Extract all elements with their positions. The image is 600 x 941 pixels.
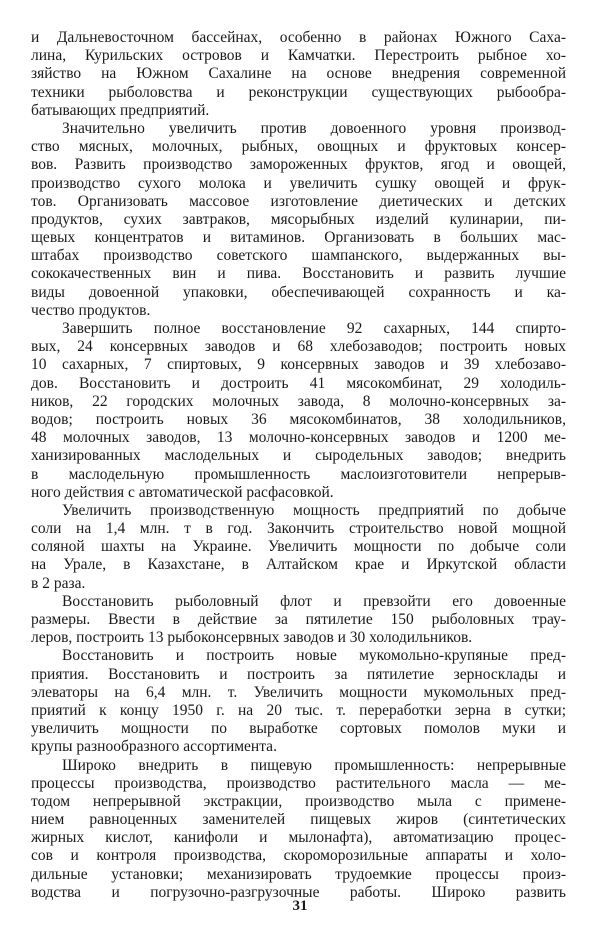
text-line: Восстановить рыболовный флот и превзойти его довоенные xyxy=(62,592,566,610)
paragraph xyxy=(31,29,566,120)
text-line: сов и контроля производства, скороморозильные аппараты и холо- xyxy=(31,847,566,865)
text-line: виды довоенной упаковки, обеспечивающей сохранность и ка- xyxy=(31,283,566,301)
text-line: зяйство на Южном Сахалине на основе внедрения современной xyxy=(31,65,566,83)
text-line: техники рыболовства и реконструкции существующих рыбообра- xyxy=(31,83,566,101)
text-line: ханизированных маслодельных и сыродельных заводов; внедрить xyxy=(31,447,566,465)
text-line: в 2 раза. xyxy=(31,574,86,592)
text-line: увеличить мощности по выработке сортовых помолов муки и xyxy=(31,720,566,738)
text-line: чество продуктов. xyxy=(31,301,151,319)
text-line: тодом непрерывной экстракции, производство мыла с примене- xyxy=(31,792,566,810)
text-line: Широко внедрить в пищевую промышленность: непрерывные xyxy=(62,756,566,774)
text-line: тов. Организовать массовое изготовление диетических и детских xyxy=(31,192,566,210)
text-line: водов; построить новых 36 мясокомбинатов, 38 холодильников, xyxy=(31,410,566,428)
page-body xyxy=(31,29,566,902)
paragraph xyxy=(31,120,566,320)
paragraph xyxy=(31,502,566,593)
text-line: ников, 22 городских молочных завода, 8 молочно-консервных за- xyxy=(31,392,566,410)
text-line: производство сухого молока и увеличить сушку овощей и фрук- xyxy=(31,174,566,192)
text-line: дильные установки; механизировать трудоемкие процессы произ- xyxy=(31,865,566,883)
text-line: дов. Восстановить и достроить 41 мясокомбинат, 29 холодиль- xyxy=(31,374,566,392)
text-line: приятия. Восстановить и построить за пятилетие зерносклады и xyxy=(31,665,566,683)
text-line: Увеличить производственную мощность предприятий по добыче xyxy=(62,501,566,519)
text-line: приятий к концу 1950 г. на 20 тыс. т. переработки зерна в сутки; xyxy=(31,701,566,719)
text-line: Завершить полное восстановление 92 сахарных, 144 спирто- xyxy=(62,320,566,337)
text-line: вых, 24 консервных заводов и 68 хлебозаводов; построить новых xyxy=(31,338,566,356)
text-line: штабах производство советского шампанского, выдержанных вы- xyxy=(31,247,566,265)
paragraph xyxy=(31,647,566,756)
text-line: щевых концентратов и витаминов. Организовать в больших мас- xyxy=(31,229,566,247)
text-line: в маслодельную промышленность маслоизготовители непрерыв- xyxy=(31,465,566,483)
text-line: элеваторы на 6,4 млн. т. Увеличить мощности мукомольных пред- xyxy=(31,683,566,701)
paragraph xyxy=(31,757,566,903)
text-line: Значительно увеличить против довоенного уровня производ- xyxy=(62,119,566,137)
text-line: ство мясных, молочных, рыбных, овощных и фруктовых консер- xyxy=(31,138,566,156)
text-line: 10 сахарных, 7 спиртовых, 9 консервных заводов и 39 хлебозаво- xyxy=(31,356,566,374)
text-line: на Урале, в Казахстане, в Алтайском крае и Иркутской области xyxy=(31,556,566,574)
text-line: процессы производства, производство растительного масла — ме- xyxy=(31,774,566,792)
text-line: продуктов, сухих завтраков, мясорыбных изделий кулинарии, пи- xyxy=(31,210,566,228)
text-line: водства и погрузочно-разгрузочные работы. Широко развить xyxy=(31,883,566,901)
paragraph xyxy=(31,320,566,502)
page-number: 31 xyxy=(292,898,308,914)
text-line: леров, построить 13 рыбоконсервных заводов и 30 холодильников. xyxy=(31,629,473,647)
text-line: нием равноценных заменителей пищевых жиров (синтетических xyxy=(31,811,566,829)
text-line: батывающих предприятий. xyxy=(31,101,210,119)
text-line: соли на 1,4 млн. т в год. Закончить строительство новой мощной xyxy=(31,520,566,538)
text-line: вов. Развить производство замороженных фруктов, ягод и овощей, xyxy=(31,156,566,174)
text-line: 48 молочных заводов, 13 молочно-консервных заводов и 1200 ме- xyxy=(31,429,566,447)
text-line: Восстановить и построить новые мукомольно-крупяные пред- xyxy=(62,647,566,665)
text-line: жирных кислот, канифоли и мылонафта), автоматизацию процес- xyxy=(31,829,566,847)
text-line: сококачественных вин и пива. Восстановить и развить лучшие xyxy=(31,265,566,283)
text-line: и Дальневосточном бассейнах, особенно в районах Южного Саха- xyxy=(31,29,566,46)
text-line: соляной шахты на Украине. Увеличить мощности по добыче соли xyxy=(31,538,566,556)
text-line: крупы разнообразного ассортимента. xyxy=(31,738,277,756)
text-line: ного действия с автоматической расфасовкой. xyxy=(31,483,334,501)
text-line: лина, Курильских островов и Камчатки. Перестроить рыбное хо- xyxy=(31,47,566,65)
text-line: размеры. Ввести в действие за пятилетие 150 рыболовных трау- xyxy=(31,611,566,628)
paragraph xyxy=(31,593,566,648)
